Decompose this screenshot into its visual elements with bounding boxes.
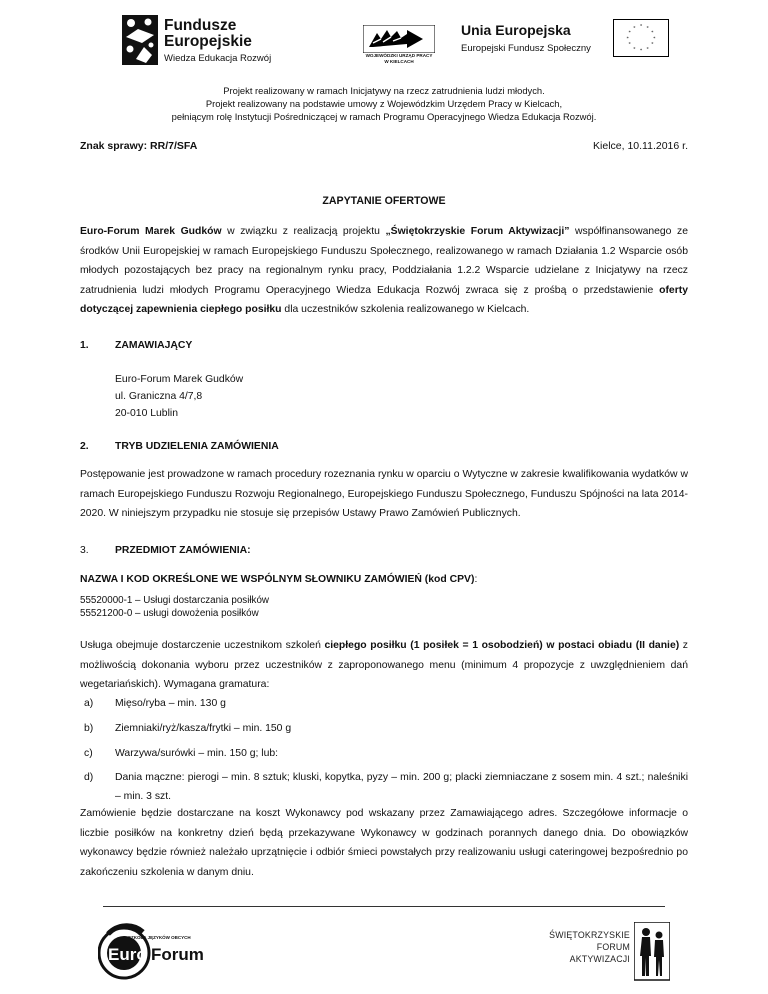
fe-star-icon	[122, 15, 158, 65]
sfa-figures-icon	[634, 922, 670, 984]
ue-logo-line2: Europejski Fundusz Społeczny	[461, 43, 591, 54]
wup-kielce-logo	[363, 25, 435, 75]
service-meal-spec: ciepłego posiłku (1 posiłek = 1 osobodzień) w postaci obiadu (II danie)	[324, 640, 680, 651]
unia-europejska-logo	[461, 17, 601, 62]
service-paragraph	[80, 636, 688, 695]
svg-text:*: *	[646, 47, 649, 53]
service-text2: z możliwością dokonania wyboru przez uczestników z zaproponowanego menu (minimum 4 propozycje z uwzględnieniem dań wegetariańskich). Wymagana gramatura:	[80, 640, 688, 691]
list-item-label: d)	[84, 772, 94, 783]
section2-heading	[80, 441, 279, 452]
euroforum-top-text: SZKOŁA JĘZYKÓW OBCYCH	[128, 935, 191, 940]
svg-text:*: *	[633, 47, 636, 53]
list-item-text: Ziemniaki/ryż/kasza/frytki – min. 150 g	[115, 723, 292, 734]
list-item-text: Warzywa/surówki – min. 150 g; lub:	[115, 748, 279, 759]
section2-paragraph: Postępowanie jest prowadzone w ramach procedury rozeznania rynku w oparciu o Wytyczne w zakresie kwalifikowania wydatków w ramach Europejskiego Funduszu Rozwoju Regionalnego, Europejskiego Funduszu Społecznego, Funduszu Spójności na lata 2014-2020. W niniejszym przypadku nie stosuje się przepisów Ustawy Prawo Zamówień Publicznych.	[80, 469, 688, 520]
eu-flag-icon	[613, 19, 669, 57]
section3-number: 3.	[80, 545, 89, 556]
fundusze-europejskie-logo	[122, 15, 297, 70]
reference-number: Znak sprawy: RR/7/SFA	[80, 140, 198, 152]
section2-title: TRYB UDZIELENIA ZAMÓWIENIA	[115, 441, 279, 452]
project-info-line1: Projekt realizowany w ramach Inicjatywy na rzecz zatrudnienia ludzi młodych.	[223, 85, 545, 96]
intro-project-name: „Świętokrzyskie Forum Aktywizacji”	[385, 226, 570, 237]
svg-text:*: *	[633, 26, 636, 32]
address-line1: Euro-Forum Marek Gudków	[115, 374, 244, 385]
list-item-text: Dania mączne: pierogi – min. 8 sztuk; kluski, kopytka, pyzy – min. 200 g; placki ziemniaczane z sosem min. 4 szt.; naleśniki – min. 3 szt.	[115, 772, 688, 802]
list-item-label: a)	[84, 698, 94, 709]
cpv-heading-text: NAZWA I KOD OKREŚLONE WE WSPÓLNYM SŁOWNIKU ZAMÓWIEŃ (kod CPV)	[80, 574, 475, 585]
project-info-line3: pełniącym rolę Instytucji Pośredniczącej w ramach Programu Operacyjnego Wiedza Edukacja Rozwój.	[171, 111, 597, 122]
delivery-paragraph: Zamówienie będzie dostarczane na koszt Wykonawcy pod wskazany przez Zamawiającego adres. Szczegółowe informacje o liczbie posiłków na konkretny dzień będą przekazywane Wykonawcy w godzinach porannych danego dnia. Do obowiązków wykonawcy będzie również należało uprzątnięcie i odbiór śmieci powstałych przy realizowaniu usługi cateringowej bezpośrednio po zakończeniu szkolenia w danym dniu.	[80, 808, 688, 878]
service-text1: Usługa obejmuje dostarczenie uczestnikom szkoleń	[80, 640, 325, 651]
address-line2: ul. Graniczna 4/7,8	[115, 391, 203, 402]
svg-text:*: *	[651, 31, 654, 37]
section2-number: 2.	[80, 441, 89, 452]
project-info-line2: Projekt realizowany na podstawie umowy z Wojewódzkim Urzędem Pracy w Kielcach,	[205, 98, 563, 109]
svg-text:*: *	[628, 42, 631, 48]
list-item-text: Mięso/ryba – min. 130 g	[115, 698, 226, 709]
intro-text1: w związku z realizacją projektu	[221, 226, 386, 237]
euroforum-euro-text: Euro	[108, 945, 147, 964]
euro-forum-emblem-icon	[98, 922, 218, 984]
cpv-code-1: 55520000-1 – Usługi dostarczania posiłków	[80, 595, 269, 606]
document-title: ZAPYTANIE OFERTOWE	[322, 195, 446, 207]
address-line3: 20-010 Lublin	[115, 408, 178, 419]
cpv-code-2: 55521200-0 – usługi dowożenia posiłków	[80, 608, 259, 619]
intro-offer: oferty dotyczącej zapewnienia ciepłego posiłku	[80, 284, 688, 316]
intro-text2: współfinansowanego ze środków Unii Europejskiej w ramach Europejskiego Funduszu Społecznego, realizowanego w ramach Działania 1.2 Wsparcie osób młodych pozostających bez pracy na regionalnym rynku pracy, Poddziałania 1.2.2 Wsparcie udzielane z Inicjatywy na rzecz zatrudnienia ludzi młodych Programu Operacyjnego Wiedza Edukacja Rozwój zwraca się z prośbą o przedstawienie	[80, 226, 688, 296]
sfa-line2: FORUM	[596, 942, 630, 952]
ue-logo-line1: Unia Europejska	[461, 22, 571, 38]
swietokrzyskie-forum-logo	[530, 922, 670, 984]
svg-text:*: *	[651, 42, 654, 48]
intro-paragraph	[80, 222, 688, 320]
intro-text3: dla uczestników szkolenia realizowanego w Kielcach.	[281, 304, 530, 316]
fe-logo-line2: Europejskie	[164, 33, 252, 50]
euro-forum-logo	[98, 922, 218, 984]
svg-text:*: *	[639, 24, 643, 30]
footer-divider	[103, 906, 665, 907]
euroforum-forum-text: Forum	[151, 945, 204, 964]
section1-heading	[80, 340, 192, 351]
svg-text:*: *	[628, 31, 631, 37]
wup-logo-text: WOJEWÓDZKI URZĄD PRACY W KIELCACH	[365, 53, 433, 64]
sfa-line3: AKTYWIZACJI	[569, 954, 630, 964]
section1-number: 1.	[80, 340, 89, 351]
intro-company: Euro-Forum Marek Gudków	[80, 226, 222, 237]
svg-text:*: *	[646, 26, 649, 32]
section1-title: ZAMAWIAJĄCY	[115, 340, 193, 351]
svg-text:*: *	[626, 36, 629, 42]
list-item-label: c)	[84, 748, 93, 759]
section3-heading	[80, 545, 251, 556]
wup-arrow-icon	[363, 25, 435, 53]
fe-logo-line3: Wiedza Edukacja Rozwój	[164, 53, 272, 64]
section3-title: PRZEDMIOT ZAMÓWIENIA:	[115, 545, 251, 556]
cpv-heading	[80, 574, 477, 585]
place-date: Kielce, 10.11.2016 r.	[593, 140, 688, 152]
svg-text:*: *	[639, 49, 643, 55]
fe-logo-line1: Fundusze	[164, 17, 237, 34]
cpv-heading-colon: :	[474, 574, 478, 585]
sfa-line1: ŚWIĘTOKRZYSKIE	[549, 930, 630, 940]
svg-text:*: *	[653, 36, 656, 42]
list-item-label: b)	[84, 723, 94, 734]
